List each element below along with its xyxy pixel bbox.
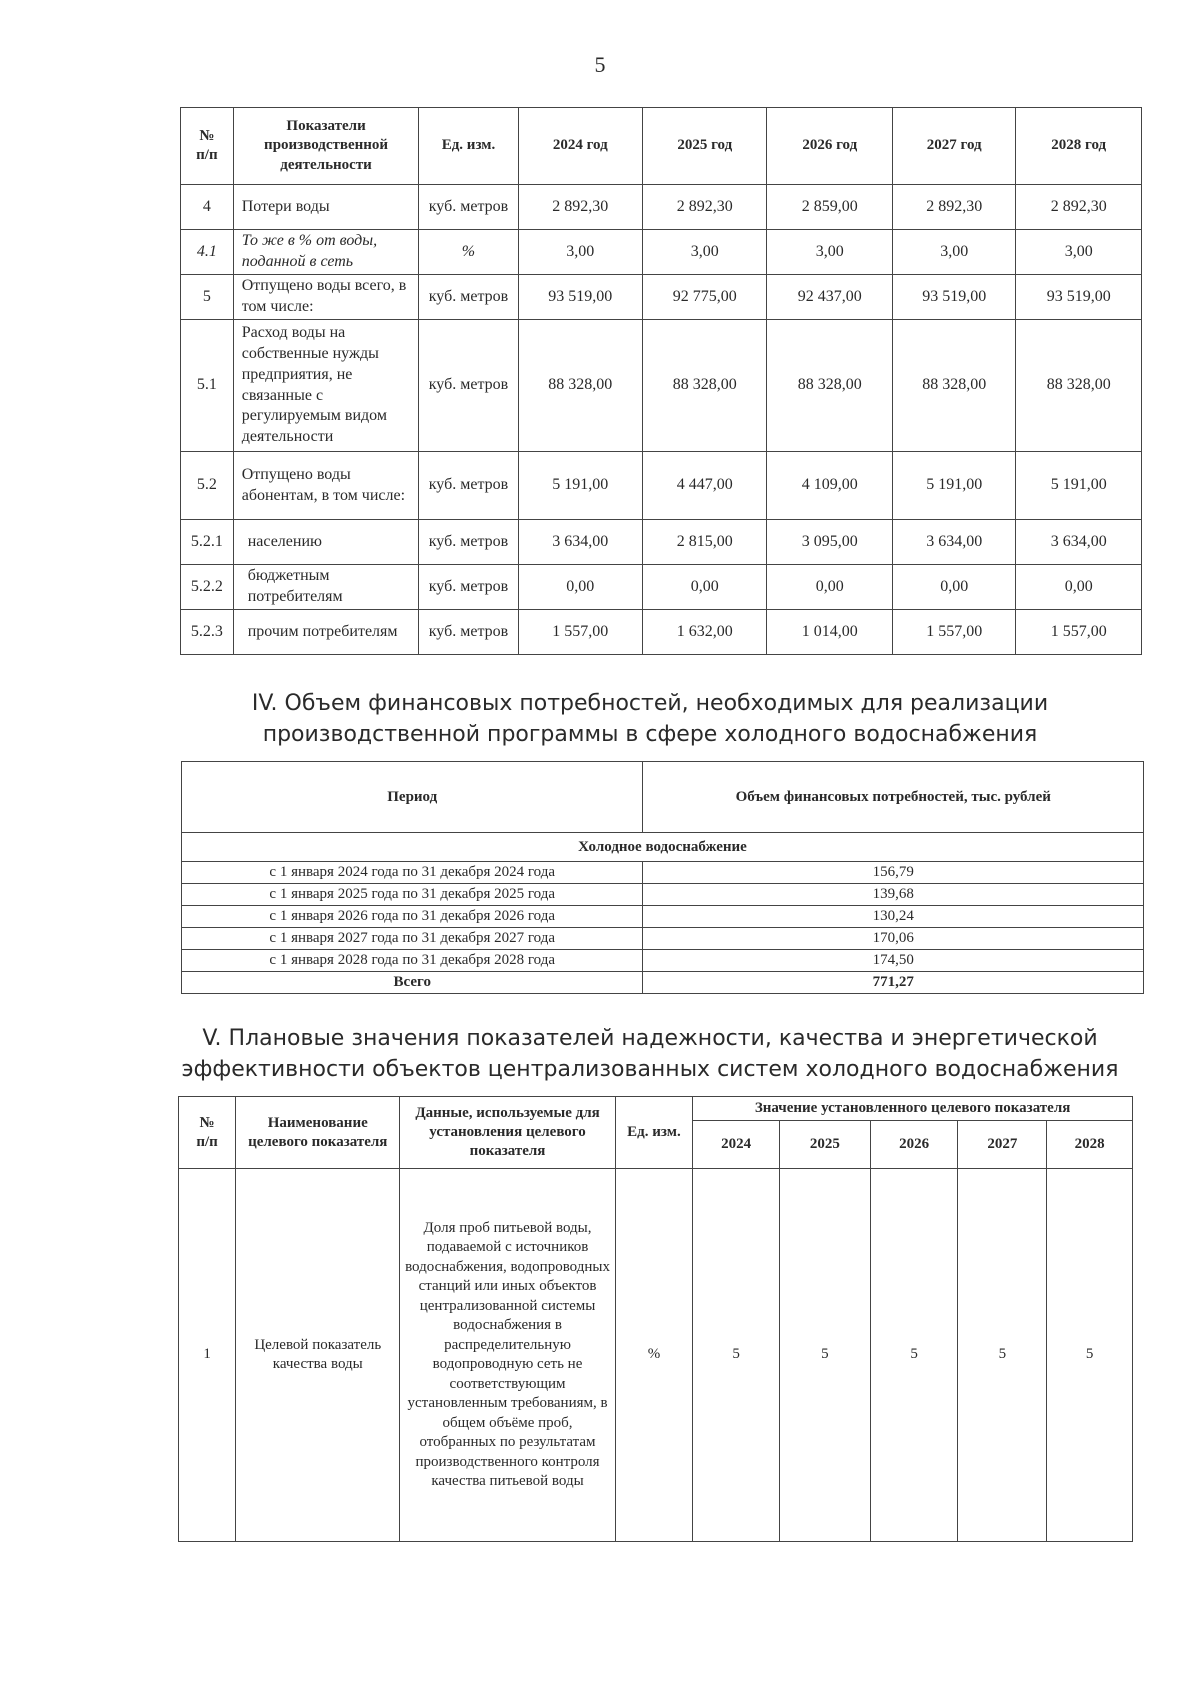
row-value-2024: 3 634,00: [518, 520, 642, 565]
row-amount: 170,06: [643, 928, 1144, 950]
table-row: [181, 565, 1142, 610]
col-header-name: Наименование целевого показателя: [236, 1097, 400, 1169]
row-value-2025: 2 815,00: [643, 520, 767, 565]
col-header-2026: 2026: [870, 1121, 958, 1169]
row-value-2025: 4 447,00: [643, 452, 767, 520]
row-value-2027: 2 892,30: [893, 185, 1016, 230]
table-row: [182, 906, 1144, 928]
table-row: [181, 275, 1142, 320]
group-label: Холодное водоснабжение: [182, 833, 1144, 862]
row-value-2028: 5 191,00: [1016, 452, 1142, 520]
row-value-2024: 0,00: [518, 565, 642, 610]
col-header-indicator: Показатели производственной деятельности: [233, 108, 419, 185]
row-unit: куб. метров: [419, 610, 518, 655]
row-value-2027: 93 519,00: [893, 275, 1016, 320]
row-value-2028: 1 557,00: [1016, 610, 1142, 655]
table-row: [181, 320, 1142, 452]
row-indicator: Отпущено воды всего, в том числе:: [233, 275, 419, 320]
row-unit: %: [615, 1169, 693, 1542]
row-unit: %: [419, 230, 518, 275]
table-row: [181, 610, 1142, 655]
row-num: 5: [181, 275, 234, 320]
row-value-2024: 5 191,00: [518, 452, 642, 520]
row-value-2025: 3,00: [643, 230, 767, 275]
col-header-2028: 2028: [1047, 1121, 1133, 1169]
row-indicator: Потери воды: [233, 185, 419, 230]
row-amount: 156,79: [643, 862, 1144, 884]
row-num: 5.2.2: [181, 565, 234, 610]
col-header-2024: 2024: [693, 1121, 780, 1169]
row-value-2025: 0,00: [643, 565, 767, 610]
row-value-2024: 5: [693, 1169, 780, 1542]
row-num: 1: [179, 1169, 236, 1542]
row-value-2028: 3 634,00: [1016, 520, 1142, 565]
row-value-2028: 3,00: [1016, 230, 1142, 275]
table-row: [181, 520, 1142, 565]
row-indicator: Расход воды на собственные нужды предприятия, не связанные с регулируемым видом деятельности: [233, 320, 419, 452]
production-indicators-table: [180, 107, 1142, 655]
section-4-title: IV. Объем финансовых потребностей, необходимых для реализации производственной программы в сфере холодного водоснабжения: [251, 691, 1049, 747]
row-value-2027: 5 191,00: [893, 452, 1016, 520]
table-row: [182, 862, 1144, 884]
row-indicator: То же в % от воды, поданной в сеть: [233, 230, 419, 275]
row-period: с 1 января 2026 года по 31 декабря 2026 года: [182, 906, 643, 928]
total-label: Всего: [182, 972, 643, 994]
row-indicator: прочим потребителям: [233, 610, 419, 655]
table-row: [181, 185, 1142, 230]
row-num: 5.2.1: [181, 520, 234, 565]
table-header-row: [182, 762, 1144, 833]
table-header-row: [179, 1097, 1133, 1121]
row-value-2024: 1 557,00: [518, 610, 642, 655]
row-num: 4.1: [181, 230, 234, 275]
row-value-2024: 2 892,30: [518, 185, 642, 230]
financial-needs-table: [181, 761, 1144, 994]
row-amount: 139,68: [643, 884, 1144, 906]
row-amount: 130,24: [643, 906, 1144, 928]
row-num: 4: [181, 185, 234, 230]
row-indicator: Отпущено воды абонентам, в том числе:: [233, 452, 419, 520]
col-header-2026: 2026 год: [767, 108, 893, 185]
row-value-2027: 3 634,00: [893, 520, 1016, 565]
row-period: с 1 января 2028 года по 31 декабря 2028 года: [182, 950, 643, 972]
col-header-amount: Объем финансовых потребностей, тыс. рублей: [643, 762, 1144, 833]
row-value-2025: 1 632,00: [643, 610, 767, 655]
total-row: [182, 972, 1144, 994]
row-value-2025: 92 775,00: [643, 275, 767, 320]
col-header-2025: 2025 год: [643, 108, 767, 185]
col-header-target-value: Значение установленного целевого показателя: [693, 1097, 1133, 1121]
row-value-2026: 5: [870, 1169, 958, 1542]
row-value-2024: 3,00: [518, 230, 642, 275]
col-header-2027: 2027: [958, 1121, 1047, 1169]
row-value-2026: 3,00: [767, 230, 893, 275]
row-value-2025: 5: [779, 1169, 870, 1542]
col-header-unit: Ед. изм.: [419, 108, 518, 185]
row-unit: куб. метров: [419, 452, 518, 520]
row-value-2028: 5: [1047, 1169, 1133, 1542]
row-value-2026: 3 095,00: [767, 520, 893, 565]
row-value-2028: 88 328,00: [1016, 320, 1142, 452]
row-value-2027: 1 557,00: [893, 610, 1016, 655]
row-num: 5.2.3: [181, 610, 234, 655]
page-number: 5: [594, 52, 606, 77]
col-header-data: Данные, используемые для установления целевого показателя: [400, 1097, 615, 1169]
col-header-2025: 2025: [779, 1121, 870, 1169]
row-value-2026: 1 014,00: [767, 610, 893, 655]
row-value-2026: 2 859,00: [767, 185, 893, 230]
row-value-2026: 4 109,00: [767, 452, 893, 520]
row-num: 5.1: [181, 320, 234, 452]
table-row: [181, 452, 1142, 520]
row-value-2028: 2 892,30: [1016, 185, 1142, 230]
row-indicator: населению: [233, 520, 419, 565]
row-value-2028: 0,00: [1016, 565, 1142, 610]
total-amount: 771,27: [643, 972, 1144, 994]
row-value-2028: 93 519,00: [1016, 275, 1142, 320]
table-row: [182, 884, 1144, 906]
row-amount: 174,50: [643, 950, 1144, 972]
table-row: [181, 230, 1142, 275]
table-row: [182, 950, 1144, 972]
table-header-row: [181, 108, 1142, 185]
col-header-unit: Ед. изм.: [615, 1097, 693, 1169]
row-value-2025: 88 328,00: [643, 320, 767, 452]
row-period: с 1 января 2025 года по 31 декабря 2025 года: [182, 884, 643, 906]
row-value-2024: 88 328,00: [518, 320, 642, 452]
section-5-title: V. Плановые значения показателей надежности, качества и энергетической эффективности объектов централизованных систем холодного водоснабжения: [181, 1026, 1119, 1082]
row-unit: куб. метров: [419, 275, 518, 320]
row-unit: куб. метров: [419, 520, 518, 565]
col-header-2024: 2024 год: [518, 108, 642, 185]
row-unit: куб. метров: [419, 565, 518, 610]
target-indicators-table: [178, 1096, 1133, 1542]
group-row: [182, 833, 1144, 862]
table-row: [182, 928, 1144, 950]
row-value-2026: 92 437,00: [767, 275, 893, 320]
row-unit: куб. метров: [419, 320, 518, 452]
row-value-2026: 88 328,00: [767, 320, 893, 452]
row-value-2027: 3,00: [893, 230, 1016, 275]
col-header-period: Период: [182, 762, 643, 833]
row-indicator: бюджетным потребителям: [233, 565, 419, 610]
row-value-2027: 0,00: [893, 565, 1016, 610]
col-header-2027: 2027 год: [893, 108, 1016, 185]
row-num: 5.2: [181, 452, 234, 520]
row-value-2026: 0,00: [767, 565, 893, 610]
row-unit: куб. метров: [419, 185, 518, 230]
table-row: [179, 1169, 1133, 1542]
row-value-2024: 93 519,00: [518, 275, 642, 320]
row-value-2027: 88 328,00: [893, 320, 1016, 452]
col-header-num: № п/п: [179, 1097, 236, 1169]
row-period: с 1 января 2027 года по 31 декабря 2027 года: [182, 928, 643, 950]
row-period: с 1 января 2024 года по 31 декабря 2024 года: [182, 862, 643, 884]
row-indicator-name: Целевой показатель качества воды: [236, 1169, 400, 1542]
col-header-num: № п/п: [181, 108, 234, 185]
row-value-2027: 5: [958, 1169, 1047, 1542]
row-value-2025: 2 892,30: [643, 185, 767, 230]
row-indicator-data: Доля проб питьевой воды, подаваемой с источников водоснабжения, водопроводных станций или иных объектов централизованной системы водоснабжения в распределительную водопроводную сеть не соответствующим установленным требованиям, в общем объёме проб, отобранных по результатам производственного контроля качества питьевой воды: [400, 1169, 615, 1542]
col-header-2028: 2028 год: [1016, 108, 1142, 185]
